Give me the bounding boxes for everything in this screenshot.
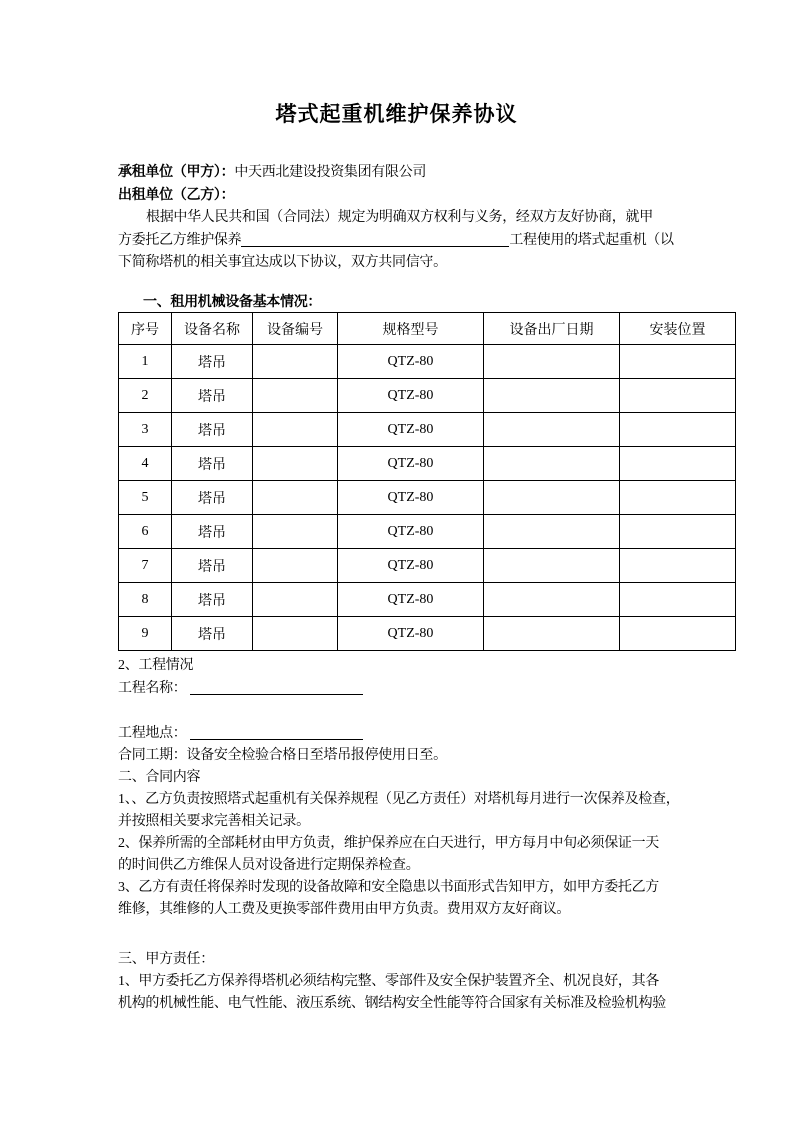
table-cell: QTZ-80 <box>338 549 484 583</box>
table-cell <box>253 345 338 379</box>
project-name-line <box>118 677 738 700</box>
section-4-line: 1、甲方委托乙方保养得塔机必须结构完整、零部件及安全保护装置齐全、机况良好，其各 <box>118 974 659 989</box>
section-3-heading: 二、合同内容 <box>118 770 201 785</box>
party-b-label: 出租单位（乙方）： <box>118 188 235 203</box>
table-row <box>119 447 736 481</box>
blank-line <box>118 921 738 949</box>
table-cell <box>484 583 620 617</box>
col-header-model: 规格型号 <box>338 313 484 345</box>
table-cell: 塔吊 <box>172 413 253 447</box>
section-1-heading: 一、租用机械设备基本情况： <box>143 295 322 310</box>
section-3-line: 的时间供乙方维保人员对设备进行定期保养检查。 <box>118 858 420 873</box>
table-cell: 塔吊 <box>172 583 253 617</box>
table-cell: QTZ-80 <box>338 481 484 515</box>
table-cell: QTZ-80 <box>338 583 484 617</box>
table-cell <box>253 413 338 447</box>
preamble-line-1: 根据中华人民共和国（合同法）规定为明确双方权利与义务，经双方友好协商，就甲 <box>146 210 653 225</box>
col-header-factory-date: 设备出厂日期 <box>484 313 620 345</box>
table-cell <box>253 515 338 549</box>
table-cell: 塔吊 <box>172 481 253 515</box>
table-cell: 6 <box>119 515 172 549</box>
project-site-line <box>118 722 738 745</box>
section-3-line: 维修，其维修的人工费及更换零部件费用由甲方负责。费用双方友好商议。 <box>118 902 571 917</box>
table-row <box>119 413 736 447</box>
table-cell: 塔吊 <box>172 515 253 549</box>
table-cell: QTZ-80 <box>338 345 484 379</box>
section-3-line: 并按照相关要求完善相关记录。 <box>118 814 310 829</box>
table-row <box>119 379 736 413</box>
table-cell: 塔吊 <box>172 345 253 379</box>
table-cell <box>620 413 736 447</box>
table-cell <box>620 481 736 515</box>
table-cell: 9 <box>119 617 172 651</box>
table-cell: QTZ-80 <box>338 617 484 651</box>
project-site-blank-underline <box>190 722 363 740</box>
table-cell <box>620 447 736 481</box>
section-4-line: 机构的机械性能、电气性能、液压系统、钢结构安全性能等符合国家有关标准及检验机构验 <box>118 996 666 1011</box>
table-cell <box>620 345 736 379</box>
table-cell <box>620 549 736 583</box>
table-cell <box>484 549 620 583</box>
table-cell <box>253 481 338 515</box>
contract-period-line: 合同工期：设备安全检验合格日至塔吊报停使用日至。 <box>118 748 447 763</box>
table-cell: 塔吊 <box>172 379 253 413</box>
table-cell <box>484 481 620 515</box>
preamble-paragraph <box>118 207 738 274</box>
section-4-heading: 三、甲方责任： <box>118 952 214 967</box>
table-cell <box>620 583 736 617</box>
table-cell: 塔吊 <box>172 617 253 651</box>
document-title: 塔式起重机维护保养协议 <box>275 102 518 126</box>
project-site-label: 工程地点： <box>118 726 187 741</box>
table-cell: 8 <box>119 583 172 617</box>
table-cell: 5 <box>119 481 172 515</box>
section-3-line: 1、、乙方负责按照塔式起重机有关保养规程（见乙方责任）对塔机每月进行一次保养及检查， <box>118 792 680 807</box>
col-header-device-name: 设备名称 <box>172 313 253 345</box>
preamble-line-2-text-after: 工程使用的塔式起重机（以 <box>509 233 674 248</box>
table-cell <box>484 447 620 481</box>
table-row <box>119 481 736 515</box>
col-header-device-number: 设备编号 <box>253 313 338 345</box>
blank-line <box>118 700 738 722</box>
table-cell: QTZ-80 <box>338 413 484 447</box>
table-cell: QTZ-80 <box>338 515 484 549</box>
table-cell <box>253 379 338 413</box>
table-cell <box>253 617 338 651</box>
table-cell: 7 <box>119 549 172 583</box>
table-header-row <box>119 313 736 345</box>
section-3-line: 2、保养所需的全部耗材由甲方负责，维护保养应在白天进行，甲方每月中旬必须保证一天 <box>118 836 659 851</box>
party-a-line <box>118 161 738 184</box>
project-name-label: 工程名称： <box>118 681 187 696</box>
table-cell <box>620 617 736 651</box>
table-row <box>119 549 736 583</box>
col-header-install-location: 安装位置 <box>620 313 736 345</box>
project-name-blank-underline <box>190 677 363 695</box>
table-cell <box>484 515 620 549</box>
equipment-table <box>118 312 736 651</box>
table-cell: 塔吊 <box>172 549 253 583</box>
table-row <box>119 515 736 549</box>
project-fill-in-blank-underline <box>241 229 509 247</box>
preamble-line-3: 下简称塔机的相关事宜达成以下协议，双方共同信守。 <box>118 255 447 270</box>
table-cell: 3 <box>119 413 172 447</box>
section-2-heading: 2、工程情况 <box>118 658 194 673</box>
table-cell <box>253 447 338 481</box>
table-cell: 1 <box>119 345 172 379</box>
preamble-line-2 <box>118 229 738 252</box>
table-cell <box>620 379 736 413</box>
table-cell: QTZ-80 <box>338 447 484 481</box>
table-row <box>119 583 736 617</box>
party-a-value: 中天西北建设投资集团有限公司 <box>234 165 427 180</box>
party-a-label: 承租单位（甲方）： <box>118 165 235 180</box>
table-row <box>119 345 736 379</box>
table-cell <box>484 617 620 651</box>
table-cell: 4 <box>119 447 172 481</box>
section-3-line: 3、乙方有责任将保养时发现的设备故障和安全隐患以书面形式告知甲方，如甲方委托乙方 <box>118 880 659 895</box>
table-row <box>119 617 736 651</box>
table-cell <box>484 379 620 413</box>
table-cell: QTZ-80 <box>338 379 484 413</box>
preamble-line-2-text-before: 方委托乙方维护保养 <box>118 233 242 248</box>
table-cell: 塔吊 <box>172 447 253 481</box>
table-cell <box>253 549 338 583</box>
col-header-index: 序号 <box>119 313 172 345</box>
table-cell <box>484 345 620 379</box>
table-cell <box>253 583 338 617</box>
document-body <box>118 161 738 1015</box>
table-cell: 2 <box>119 379 172 413</box>
table-cell <box>620 515 736 549</box>
party-b-line <box>118 184 738 207</box>
table-cell <box>484 413 620 447</box>
